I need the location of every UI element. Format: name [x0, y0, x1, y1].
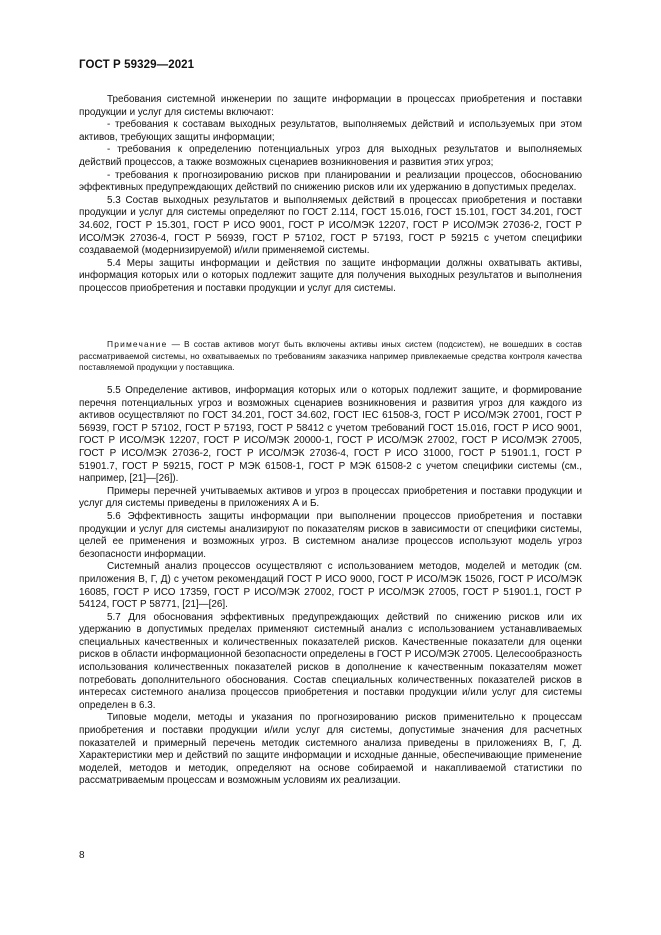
page-number: 8	[79, 850, 85, 861]
list-item: - требования к прогнозированию рисков при планировании и реализации процессов, обоснованию эффективных предупреждающих действий по снижению рисков или их удержанию в допустимых пределах.	[79, 169, 582, 194]
note	[79, 339, 582, 374]
paragraph-5-7: 5.7 Для обоснования эффективных предупреждающих действий по снижению рисков или их удержанию в допустимых пределах применяют системный анализ с использованием устанавливаемых специальных качественных и количественных показателей рисков. Качественные показатели для оценки рисков в области информационной безопасности определены в ГОСТ Р ИСО/МЭК 27005. Целесообразность использования количественных показателей рисков в дополнение к качественным показателям может потребовать дополнительного обоснования. Состав специальных количественных показателей рисков в интересах системного анализа процессов приобретения и поставки продукции и/или услуг для системы определен в 6.3.	[79, 611, 582, 711]
paragraph-5-3: 5.3 Состав выходных результатов и выполняемых действий в процессах приобретения и поставки продукции и услуг для системы определяют по ГОСТ 2.114, ГОСТ 15.016, ГОСТ 15.101, ГОСТ 34.201, ГОСТ 34.602, ГОСТ Р 15.301, ГОСТ Р ИСО 9001, ГОСТ Р ИСО/МЭК 12207, ГОСТ Р ИСО/МЭК 27036-2, ГОСТ Р ИСО/МЭК 27036-4, ГОСТ Р 56939, ГОСТ Р 57102, ГОСТ Р 57193, ГОСТ Р 59215 с учетом специфики создаваемой (модернизируемой) и/или применяемой системы.	[79, 194, 582, 257]
text-block-requirements	[79, 94, 582, 296]
document-code: ГОСТ Р 59329—2021	[79, 59, 195, 71]
note-text: — В состав активов могут быть включены активы иных систем (подсистем), не вошедших в состав рассматриваемой системы, но охватываемых по требованиям заказчика например привлекаемые средства контроля качества поставляемой продукции у поставщика.	[79, 339, 582, 373]
list-item: - требования к составам выходных результатов, выполняемых действий и используемых при этом активов, требующих защиты информации;	[79, 119, 582, 143]
paragraph: Типовые модели, методы и указания по прогнозированию рисков применительно к процессам приобретения и поставки продукции и/или услуг для системы, допустимые значения для расчетных показателей и примерный перечень методик системного анализа приведены в приложениях В, Г, Д. Характеристики мер и действий по защите информации и исходные данные, обеспечивающие применение моделей, методов и методик, определяют на основе собираемой и накапливаемой статистики по рассматриваемым процессам и возможным условиям их реализации.	[79, 712, 582, 787]
paragraph-5-4: 5.4 Меры защиты информации и действия по защите информации должны охватывать активы, информация которых или о которых подлежит защите для получения выходных результатов и выполнения процессов приобретения и поставки продукции и услуг для системы.	[79, 257, 582, 294]
paragraph-5-5: 5.5 Определение активов, информация которых или о которых подлежит защите, и формирование перечня потенциальных угроз и возможных сценариев возникновения и развития угроз для каждого из активов осуществляют по ГОСТ 34.201, ГОСТ 34.602, ГОСТ IEC 61508-3, ГОСТ Р ИСО/МЭК 27001, ГОСТ Р 56939, ГОСТ Р 57102, ГОСТ Р 57193, ГОСТ Р 58412 с учетом требований ГОСТ 15.016, ГОСТ Р ИСО 9001, ГОСТ Р ИСО/МЭК 12207, ГОСТ Р ИСО/МЭК 20000-1, ГОСТ Р ИСО/МЭК 27002, ГОСТ Р ИСО/МЭК 27005, ГОСТ Р ИСО/МЭК 27036-2, ГОСТ Р ИСО/МЭК 27036-4, ГОСТ Р ИСО 31000, ГОСТ Р 51901.1, ГОСТ Р 51901.7, ГОСТ Р 59215, ГОСТ Р МЭК 61508-1, ГОСТ Р МЭК 61508-2 с учетом специфики системы (см., например, [21]—[26]).	[79, 385, 582, 485]
paragraph: Примеры перечней учитываемых активов и угроз в процессах приобретения и поставки продукции и услуг для системы приведены в приложениях А и Б.	[79, 485, 582, 510]
list-item: - требования к определению потенциальных угроз для выходных результатов и выполняемых действий процессов, а также возможных сценариев возникновения и развития этих угроз;	[79, 144, 582, 168]
paragraph: Требования системной инженерии по защите информации в процессах приобретения и поставки продукции и услуг для системы включают:	[79, 94, 582, 118]
note-label: Примечание	[107, 339, 168, 349]
paragraph-5-6: 5.6 Эффективность защиты информации при выполнении процессов приобретения и поставки продукции и услуг для системы анализируют по показателям рисков в зависимости от специфики системы, целей ее применения и возможных угроз. В системном анализе процессов используют модель угроз безопасности информации.	[79, 510, 582, 560]
text-block-analysis	[79, 385, 582, 788]
paragraph: Системный анализ процессов осуществляют с использованием методов, моделей и методик (см. приложения В, Г, Д) с учетом рекомендаций ГОСТ Р ИСО 9000, ГОСТ Р ИСО/МЭК 15026, ГОСТ Р ИСО/МЭК 16085, ГОСТ Р ИСО 17359, ГОСТ Р ИСО/МЭК 27002, ГОСТ Р ИСО/МЭК 27005, ГОСТ Р 51901.1, ГОСТ Р 54124, ГОСТ Р 58771, [21]—[26].	[79, 561, 582, 611]
